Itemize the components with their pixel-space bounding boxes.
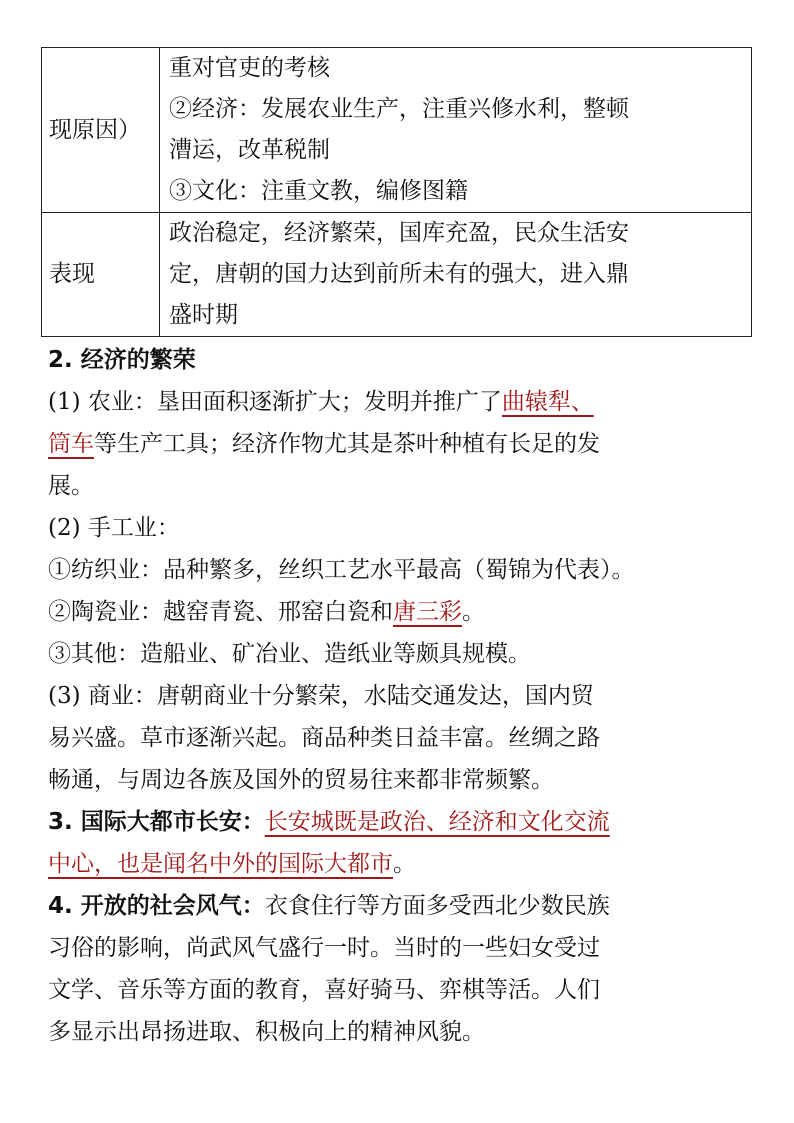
agriculture-line-3: 展。 (48, 473, 94, 499)
content-line: 漕运，改革税制 (169, 137, 330, 163)
ceramic-line (48, 591, 758, 633)
highlight-changan-1: 长安城既是政治、经济和文化交流 (264, 809, 610, 835)
section-heading-social: 4. 开放的社会风气： (48, 893, 265, 919)
content-line: 盛时期 (169, 302, 238, 328)
changan-line-1 (48, 801, 758, 843)
social-paragraph (48, 885, 758, 1053)
text: 衣食住行等方面多受西北少数民族 (264, 893, 610, 919)
social-line: 文学、音乐等方面的教育，喜好骑马、弈棋等活。人们 (48, 977, 600, 1003)
social-line: 习俗的影响，尚武风气盛行一时。当时的一些妇女受过 (48, 935, 600, 961)
agriculture-line-1 (48, 381, 758, 423)
section-heading-changan: 3. 国际大都市长安： (48, 809, 265, 835)
highlight-tangsancai: 唐三彩 (393, 599, 462, 625)
social-line: 多显示出昂扬进取、积极向上的精神风貌。 (48, 1019, 485, 1045)
row-content-performance (160, 213, 752, 337)
main-content (48, 339, 758, 1053)
text: (1) 农业：垦田面积逐渐扩大；发明并推广了 (48, 389, 502, 415)
commerce-line: (3) 商业：唐朝商业十分繁荣，水陆交通发达，国内贸 (48, 683, 594, 709)
text: 。 (393, 851, 416, 877)
row-label-performance: 表现 (42, 213, 160, 337)
content-line: 政治稳定，经济繁荣，国库充盈，民众生活安 (169, 220, 629, 246)
other-industry-line: ③其他：造船业、矿冶业、造纸业等颇具规模。 (48, 641, 531, 667)
row-content-cause (160, 48, 752, 213)
content-line: 定，唐朝的国力达到前所未有的强大，进入鼎 (169, 261, 629, 287)
summary-table (41, 47, 752, 337)
text: ②陶瓷业：越窑青瓷、邢窑白瓷和 (48, 599, 393, 625)
commerce-line: 畅通，与周边各族及国外的贸易往来都非常频繁。 (48, 767, 554, 793)
content-line: 重对官吏的考核 (169, 55, 330, 81)
text: 等生产工具；经济作物尤其是茶叶种植有长足的发 (94, 431, 600, 457)
section-heading-economy: 2. 经济的繁荣 (48, 347, 196, 373)
agriculture-line-2 (48, 423, 758, 465)
changan-line-2 (48, 843, 758, 885)
changan-paragraph (48, 801, 758, 885)
social-line-1 (48, 885, 758, 927)
commerce-line: 易兴盛。草市逐渐兴起。商品种类日益丰富。丝绸之路 (48, 725, 600, 751)
text: 。 (462, 599, 485, 625)
table-row-performance (42, 213, 752, 337)
highlight-quyuanli: 曲辕犁、 (501, 389, 594, 415)
agriculture-paragraph (48, 381, 758, 507)
handicraft-heading: (2) 手工业： (48, 515, 180, 541)
content-line: ②经济：发展农业生产，注重兴修水利，整顿 (169, 96, 629, 122)
textile-line: ①纺织业：品种繁多，丝织工艺水平最高（蜀锦为代表）。 (48, 557, 635, 583)
table-row-cause (42, 48, 752, 213)
highlight-tongche: 筒车 (48, 431, 94, 457)
content-line: ③文化：注重文教，编修图籍 (169, 178, 468, 204)
highlight-changan-2: 中心，也是闻名中外的国际大都市 (48, 851, 393, 877)
row-label-cause: 现原因） (42, 48, 160, 213)
commerce-paragraph (48, 675, 758, 801)
